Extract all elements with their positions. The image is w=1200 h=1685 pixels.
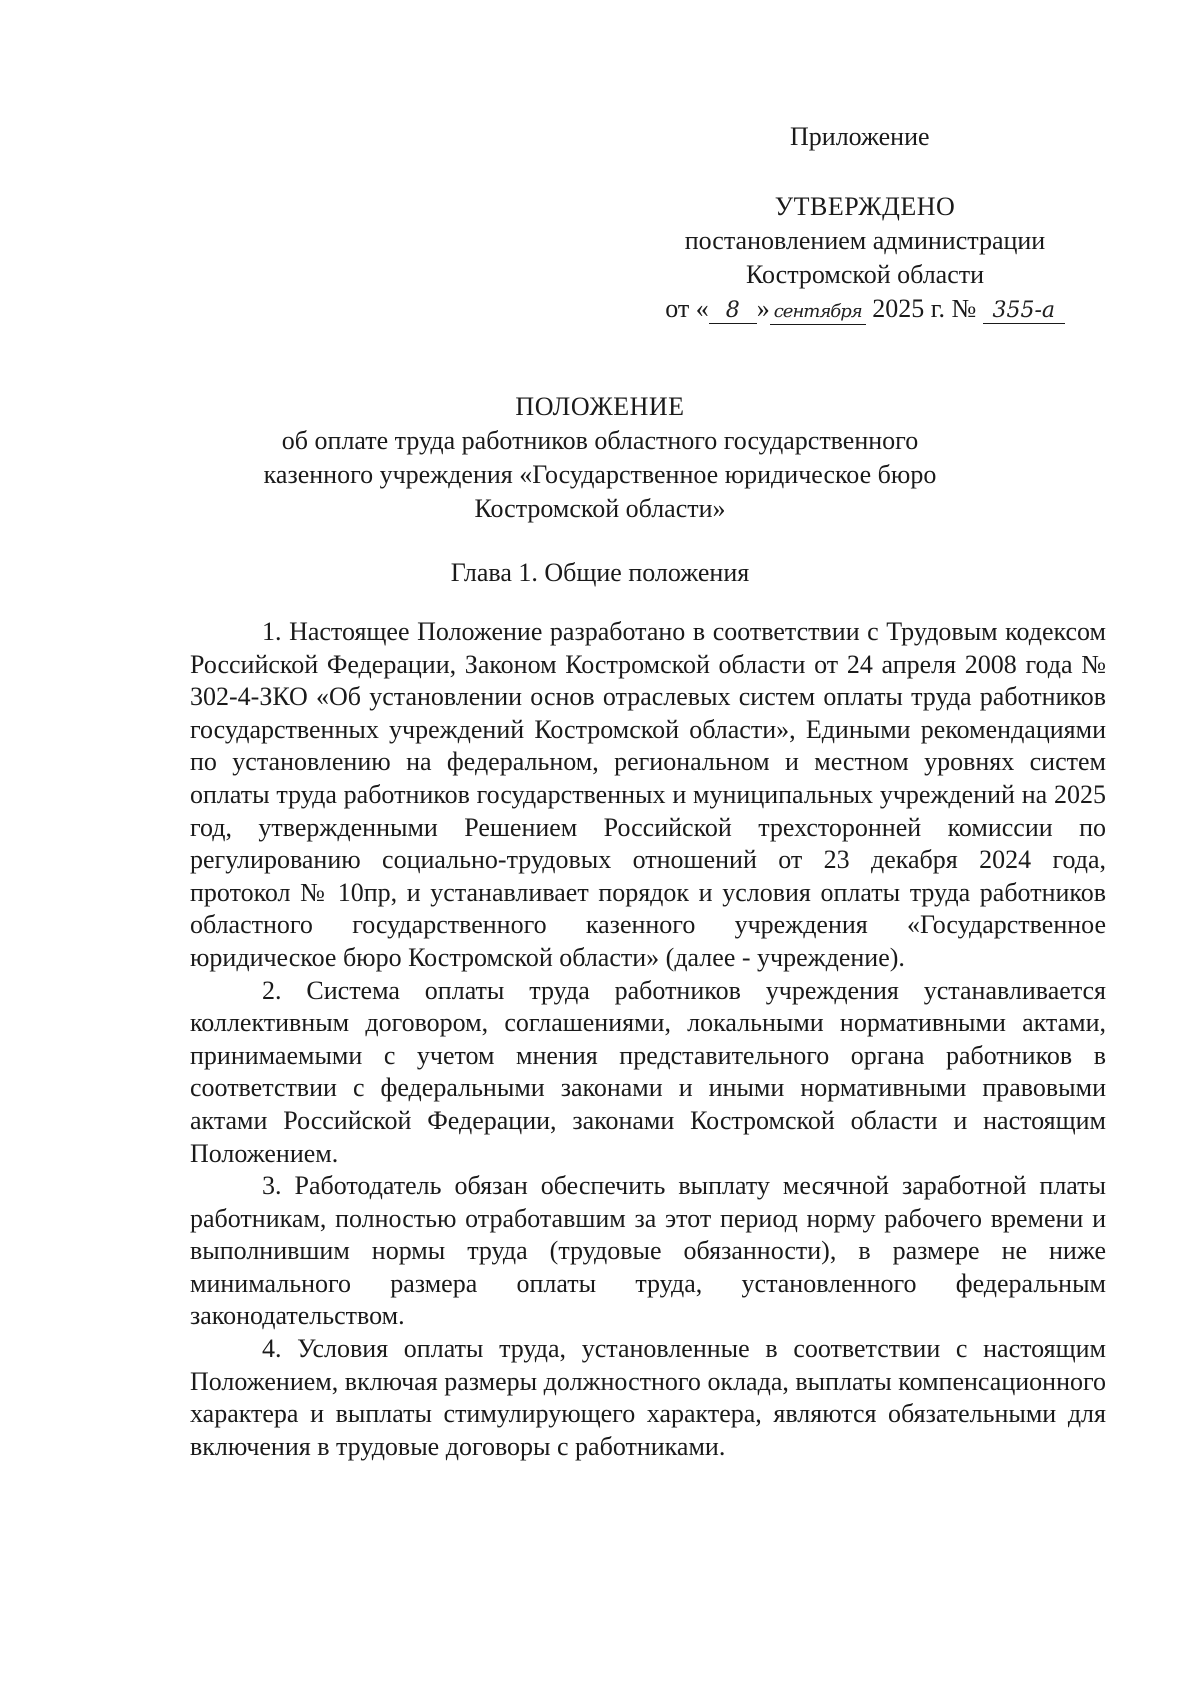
approval-authority-line2: Костромской области bbox=[745, 260, 985, 289]
paragraph-1: 1. Настоящее Положение разработано в соответствии с Трудовым кодексом Российской Федерации, Законом Костромской области от 24 апреля 2008 года № 302-4-ЗКО «Об установлении основ отраслевых систем оплаты труда работников государственных учреждений Костромской области», Едиными рекомендациями по установлению на федеральном, региональном и местном уровнях систем оплаты труда работников государственных и муниципальных учреждений на 2025 год, утвержденными Решением Российской трехсторонней комиссии по регулированию социально-трудовых отношений от 23 декабря 2024 года, протокол № 10пр, и устанавливает порядок и условия оплаты труда работников областного государственного казенного учреждения «Государственное юридическое бюро Костромской области» (далее - учреждение). bbox=[190, 617, 1106, 972]
document-title: ПОЛОЖЕНИЕ bbox=[515, 392, 685, 421]
date-year: 2025 г. № bbox=[872, 294, 977, 323]
document-body bbox=[190, 616, 1106, 1463]
date-prefix: от « bbox=[665, 294, 709, 323]
paragraph-4: 4. Условия оплаты труда, установленные в соответствии с настоящим Положением, включая размеры должностного оклада, выплаты компенсационного характера и выплаты стимулирующего характера, являются обязательными для включения в трудовые договоры с работниками. bbox=[190, 1334, 1106, 1461]
handwritten-month: сентября bbox=[770, 300, 866, 325]
approval-title: УТВЕРЖДЕНО bbox=[774, 192, 956, 221]
document-title-block bbox=[150, 390, 1050, 526]
appendix-label: Приложение bbox=[790, 122, 930, 151]
approval-stamp-block bbox=[650, 190, 1080, 326]
approval-authority-line1: постановлением администрации bbox=[684, 226, 1046, 255]
paragraph-3: 3. Работодатель обязан обеспечить выплату месячной заработной платы работникам, полностью отработавшим за этот период норму рабочего времени и выполнившим нормы труда (трудовые обязанности), в размере не ниже минимального размера оплаты труда, установленного федеральным законодательством. bbox=[190, 1171, 1106, 1331]
approval-date-line bbox=[650, 292, 1080, 326]
handwritten-doc-number: 355-а bbox=[983, 299, 1065, 324]
date-mid: » bbox=[756, 294, 770, 323]
document-subtitle-line2: казенного учреждения «Государственное юридическое бюро bbox=[263, 460, 937, 489]
chapter-heading: Глава 1. Общие положения bbox=[450, 558, 750, 587]
document-subtitle-line1: об оплате труда работников областного государственного bbox=[281, 426, 919, 455]
handwritten-day: 8 bbox=[709, 299, 757, 324]
document-subtitle-line3: Костромской области» bbox=[474, 494, 726, 523]
paragraph-2: 2. Система оплаты труда работников учреждения устанавливается коллективным договором, соглашениями, локальными нормативными актами, принимаемыми с учетом мнения представительного органа работников в соответствии с федеральными законами и иными нормативными правовыми актами Российской Федерации, законами Костромской области и настоящим Положением. bbox=[190, 975, 1106, 1168]
